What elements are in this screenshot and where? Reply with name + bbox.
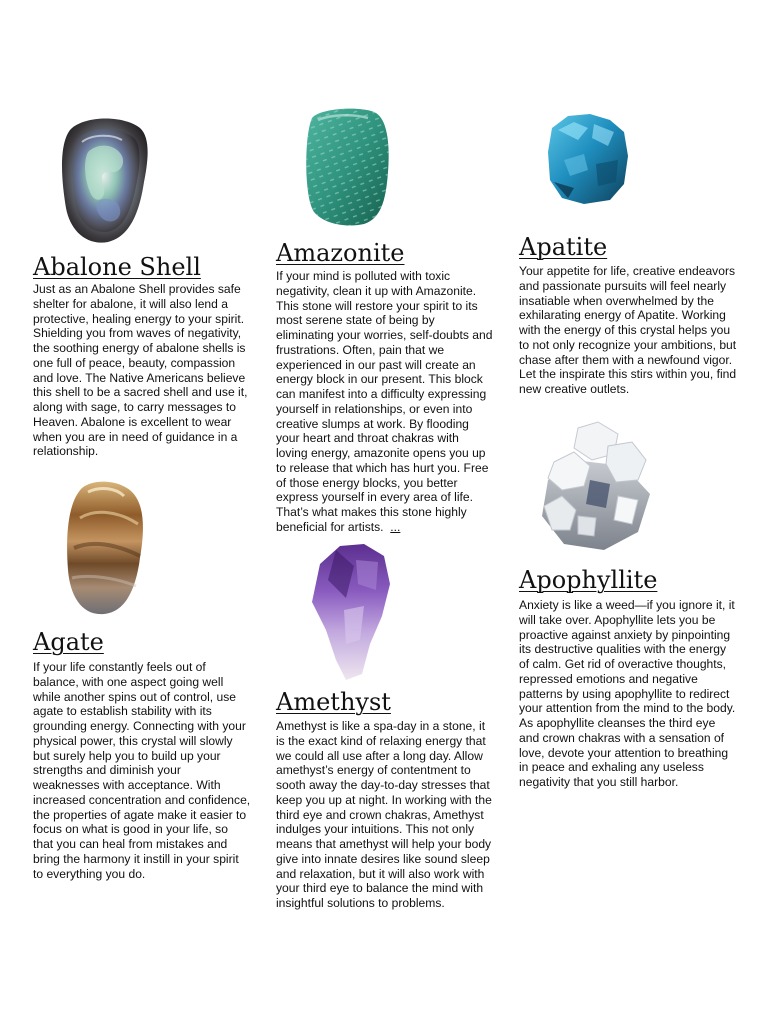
- text-line: negativity that you still harbor.: [519, 775, 679, 789]
- text-line: yourself in relationships, or even into: [276, 401, 473, 416]
- amazonite-stone-icon: [302, 106, 392, 230]
- text-line: that you can heal from mistakes and: [33, 837, 228, 851]
- amethyst-description: [276, 719, 492, 911]
- text-line: Your appetite for life, creative endeavors: [519, 264, 736, 278]
- text-line: negativity, clean it up with Amazonite.: [276, 283, 477, 298]
- text-line: focus on what is good in your life, so: [33, 822, 228, 837]
- text-line: loving energy, amazonite opens you up: [276, 446, 486, 460]
- text-line: with the energy of this crystal helps you: [519, 323, 731, 337]
- abalone-shell-icon: [52, 112, 152, 246]
- text-line: If your life constantly feels out of: [33, 660, 206, 674]
- apophyllite-title: Apophyllite: [519, 566, 658, 594]
- text-line: and crown chakras with a sensation of: [519, 730, 725, 745]
- text-line: increased concentration and confidence,: [33, 792, 251, 807]
- text-line: chase after them with a newfound vigor.: [519, 352, 733, 367]
- amazonite-description: [276, 269, 492, 535]
- text-line: protective, healing energy to your spirit.: [33, 311, 245, 326]
- text-line: means that amethyst will help your body: [276, 837, 492, 851]
- text-line: grounding energy. Connecting with your: [33, 719, 246, 733]
- text-line: we could all use after a long day. Allow: [276, 748, 483, 763]
- agate-stone-icon: [60, 478, 152, 618]
- apophyllite-description: [519, 598, 735, 790]
- text-line: experienced in our past will create an: [276, 357, 476, 372]
- text-line: weaknesses with acceptance. With: [33, 778, 221, 792]
- text-line: energy block in our present. This block: [276, 372, 483, 387]
- apatite-crystal-icon: [544, 110, 632, 206]
- text-line-content: beneficial for artists.: [276, 519, 384, 534]
- amethyst-crystal-icon: [306, 540, 394, 686]
- text-line: of calm. Get rid of overactive thoughts,: [519, 657, 727, 671]
- text-line: strengths and diminish your: [33, 763, 181, 778]
- text-line: repressed emotions and negative: [519, 671, 698, 686]
- text-line: agate to establish stability with its: [33, 704, 212, 719]
- amazonite-title: Amazonite: [276, 239, 405, 267]
- abalone-shell-description: [33, 282, 247, 459]
- text-line: balance, with one aspect going well: [33, 674, 224, 689]
- text-line: Just as an Abalone Shell provides safe: [33, 282, 241, 296]
- text-line: keep you up at night. In working with the: [276, 792, 492, 807]
- apophyllite-crystal-icon: [534, 420, 658, 554]
- agate-title: Agate: [33, 628, 104, 656]
- text-line: frustrations. Often, pain that we: [276, 342, 445, 357]
- text-line: love, devote your attention to breathing: [519, 745, 729, 760]
- text-line: third eye and crown chakras, Amethyst: [276, 807, 484, 822]
- abalone-shell-title: Abalone Shell: [33, 253, 201, 281]
- text-line: If your mind is polluted with toxic: [276, 269, 451, 283]
- text-line: Amethyst is like a spa-day in a stone, it: [276, 719, 486, 733]
- text-line: and passionate pursuits will feel nearly: [519, 278, 727, 293]
- read-more-link[interactable]: ...: [390, 519, 401, 534]
- text-line: patterns by using apophyllite to redirect: [519, 686, 730, 701]
- text-line: one full of peace, beauty, compassion: [33, 355, 236, 370]
- text-line: and relaxation, but it will also work with: [276, 866, 485, 881]
- text-line: creative slumps at work. By flooding: [276, 416, 469, 431]
- text-line: your third eye to balance the mind with: [276, 881, 484, 896]
- text-line: Heaven. Abalone is excellent to wear: [33, 414, 232, 429]
- text-line: sooth away the day-to-day stresses that: [276, 778, 490, 792]
- text-line: new creative outlets.: [519, 382, 630, 396]
- text-line: insatiable when overwhelmed by the: [519, 293, 714, 308]
- text-line: exhilarating energy of Apatite. Working: [519, 308, 726, 323]
- text-line: Anxiety is like a weed—if you ignore it, it: [519, 598, 735, 612]
- text-line: your attention from the mind to the body.: [519, 701, 736, 716]
- text-line: This stone will restore your spirit to its: [276, 298, 478, 313]
- text-line: to not only recognize your ambitions, but: [519, 337, 737, 352]
- text-line: most serene state of being by: [276, 313, 435, 328]
- text-line: Let the inspirate this stirs within you, find: [519, 367, 737, 382]
- text-line: That’s what makes this stone highly: [276, 505, 467, 519]
- text-line: in peace and exhaling any useless: [519, 760, 704, 775]
- text-line: will take over. Apophyllite lets you be: [519, 612, 716, 627]
- text-line: the soothing energy of abalone shells is: [33, 341, 246, 355]
- agate-description: [33, 660, 250, 881]
- text-line: the properties of agate make it easier to: [33, 807, 247, 822]
- apatite-description: [519, 264, 736, 397]
- text-line: As apophyllite cleanses the third eye: [519, 716, 716, 730]
- text-line: physical power, this crystal will slowly: [33, 733, 233, 748]
- text-line: but surely help you to build up your: [33, 748, 221, 763]
- text-line: along with sage, to carry messages to: [33, 400, 237, 414]
- text-line: when you are in need of guidance in a: [33, 429, 238, 444]
- text-line: while another spins out of control, use: [33, 689, 237, 704]
- text-line: eliminating your worries, self-doubts and: [276, 328, 493, 342]
- text-line: indulges your intuitions. This not only: [276, 822, 475, 837]
- text-line: shelter for abalone, it will also lend a: [33, 296, 228, 311]
- amethyst-title: Amethyst: [276, 688, 391, 716]
- apatite-title: Apatite: [519, 233, 608, 261]
- text-line: insightful solutions to problems.: [276, 896, 445, 910]
- text-line: your heart and throat chakras with: [276, 431, 459, 446]
- text-line: proactive against anxiety by pinpointing: [519, 627, 731, 642]
- text-line: express yourself in every area of life.: [276, 490, 473, 505]
- text-line: bring the harmony it instill in your spirit: [33, 851, 239, 866]
- text-line: amethyst’s energy of contentment to: [276, 763, 471, 778]
- text-line: is the exact kind of relaxing energy that: [276, 733, 486, 748]
- text-line: relationship.: [33, 444, 99, 459]
- text-line: [276, 520, 492, 535]
- text-line: and love. The Native Americans believe: [33, 370, 246, 385]
- text-line: to everything you do.: [33, 866, 146, 881]
- text-line: its destructive qualities with the energy: [519, 642, 727, 657]
- text-line: this shell to be a sacred shell and use it,: [33, 385, 248, 400]
- text-line: Shielding you from waves of negativity,: [33, 326, 242, 341]
- text-line: can manifest into a difficulty expressing: [276, 387, 487, 401]
- text-line: to release that which has hurt you. Free: [276, 460, 489, 475]
- text-line: give into innate desires like sound sleep: [276, 851, 490, 866]
- text-line: of those energy blocks, you better: [276, 475, 458, 490]
